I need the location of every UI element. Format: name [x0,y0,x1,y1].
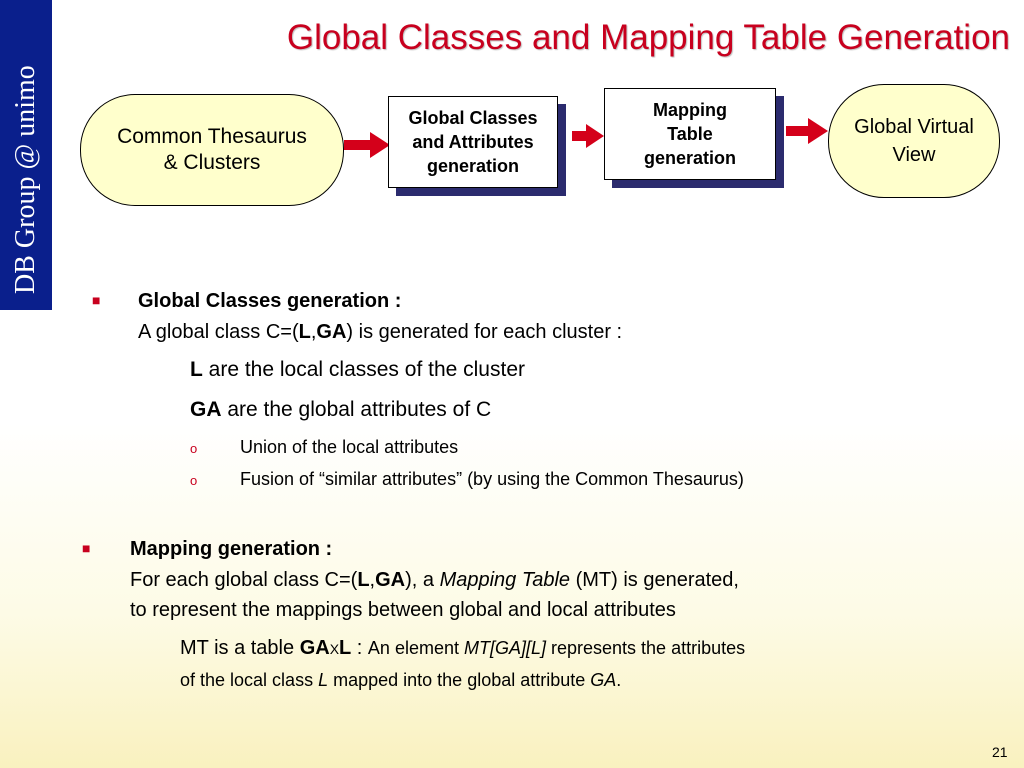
node1-line2: & Clusters [163,151,261,174]
section2-heading: Mapping generation : [130,538,333,560]
node4-line2: View [892,144,936,166]
s2-mt-GA: GA [299,637,330,659]
s1-sub1-bold: L [190,358,203,381]
s1-sub3-1: Union of the local attributes [240,437,459,457]
s1-sub2-text: are the global attributes of C [221,398,492,421]
node1-line1: Common Thesaurus [117,125,307,148]
s2-L: L [357,569,370,591]
s2-line3-mid: mapped into the global attribute [328,670,591,690]
s1-sub1-text: are the local classes of the cluster [202,358,525,381]
s2-line1-italic: Mapping Table [439,569,571,591]
s2-line3 [180,670,621,691]
s2-line3-pre: of the local class [180,670,319,690]
node3-line2: Table [667,124,713,144]
s2-line3-GA: GA [590,670,617,690]
section1-line [138,321,622,344]
arrow-3 [786,118,828,144]
section1-heading: Global Classes generation : [138,290,402,312]
section2-line2: to represent the mappings between global and local attributes [130,599,676,621]
s1-line-pre: A global class C=( [138,321,299,343]
s2-comma: , [369,569,376,591]
s2-line3-L: L [318,670,329,690]
arrow-2 [572,124,604,148]
node2-line3: generation [426,156,519,176]
node-global-classes [388,96,558,188]
node3-line3: generation [643,148,736,168]
page-number: 21 [992,744,1008,760]
s1-sub3-bullet-1: o [190,441,198,456]
s1-comma: , [310,321,317,343]
s2-mt-line [180,637,745,660]
s1-line-post: ) is generated for each cluster : [346,321,623,343]
s2-line1-post: (MT) is generated, [570,569,739,591]
s1-sub1 [190,358,525,382]
s2-mt-colon: : [351,637,368,659]
node4-line1: Global Virtual [854,116,974,138]
section2-line1 [130,569,739,592]
node-common-thesaurus [80,94,344,206]
s1-sub3-bullet-2: o [190,473,198,488]
node2-line2: and Attributes [412,132,534,152]
s2-line1-pre: For each global class C=( [130,569,358,591]
node3-line1: Mapping [652,100,727,120]
s1-sub2 [190,398,491,422]
s2-line1-mid: ), a [405,569,440,591]
section1-bullet: ■ [92,292,101,308]
s1-L: L [298,321,311,343]
s1-sub2-bold: GA [190,398,222,421]
s1-GA: GA [316,321,347,343]
node-global-virtual-view [828,84,1000,198]
node-mapping-table [604,88,776,180]
s2-mt-small1: An element [367,638,464,658]
node2-line1: Global Classes [408,108,538,128]
page-title: Global Classes and Mapping Table Generation [286,18,1010,57]
s2-GA: GA [375,569,406,591]
s2-mt-x: X [329,641,340,657]
section2-bullet: ■ [82,540,91,556]
s2-mt-pre: MT is a table [180,637,300,659]
s2-mt-small2: represents the attributes [546,638,746,658]
s2-line3-post: . [616,670,622,690]
s2-mt-L: L [339,637,352,659]
arrow-1 [344,132,390,158]
s1-sub3-2: Fusion of “similar attributes” (by using the Common Thesaurus) [240,469,744,489]
sidebar-label: DB Group @ unimo [10,65,41,294]
s2-mt-italic: MT[GA][L] [463,638,546,658]
